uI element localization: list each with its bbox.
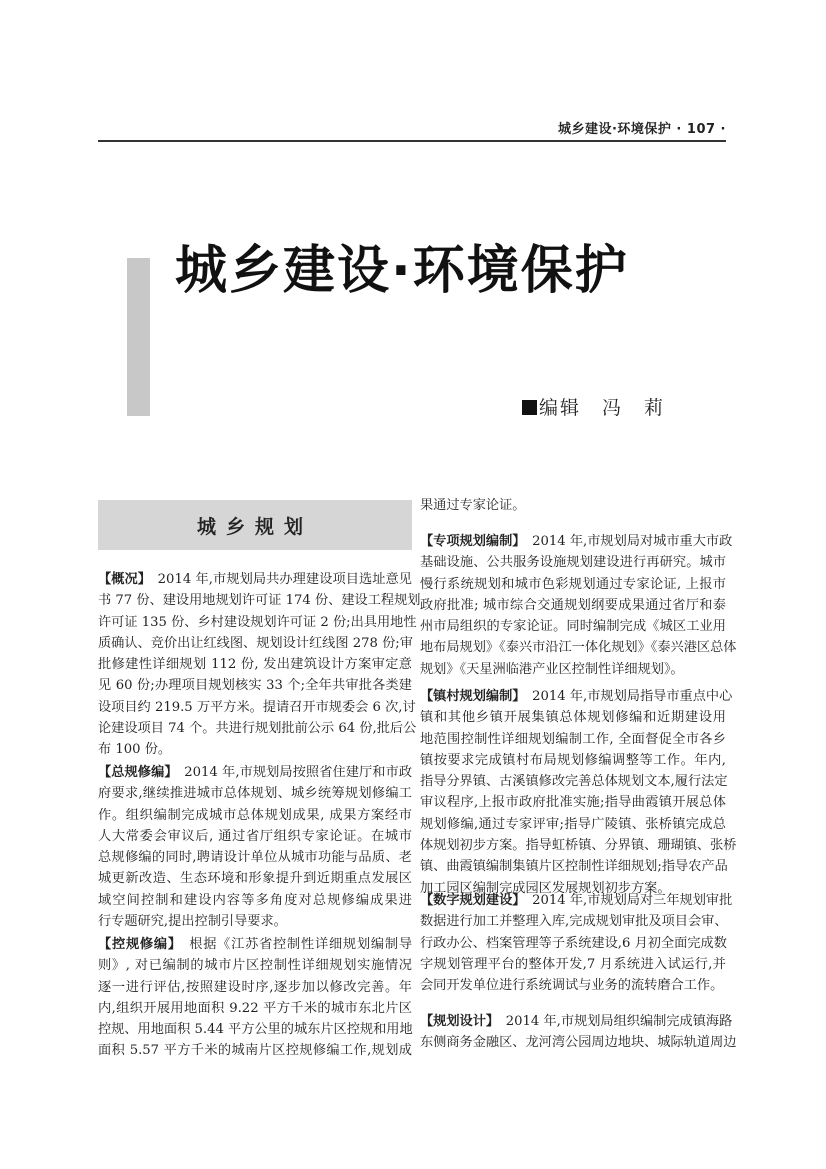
text-line: 镇和其他乡镇开展集镇总体规划修编和近期建设用 bbox=[420, 710, 726, 726]
text-line: 行政办公、档案管理等子系统建设,6 月初全面完成数 bbox=[420, 935, 727, 951]
text-line: 规划修编,通过专家评审;指导广陵镇、张桥镇完成总 bbox=[420, 816, 726, 832]
paragraph bbox=[98, 569, 421, 761]
paragraph bbox=[98, 762, 412, 932]
paragraph bbox=[420, 1011, 737, 1054]
chapter-title: 城乡建设·环境保护 bbox=[175, 241, 629, 301]
text-line: 人大常委会审议后, 通过省厅组织专家论证。在城市 bbox=[98, 828, 412, 844]
text-line: 逐一进行评估,按照建设时序,逐步加以修改完善。年 bbox=[98, 979, 412, 995]
text-line: 【控规修编】 根据《江苏省控制性详细规划编制导 bbox=[98, 937, 413, 952]
text-line: 总规修编的同时,聘请设计单位从城市功能与品质、老 bbox=[98, 850, 412, 866]
paragraph bbox=[98, 934, 412, 1062]
text-line: 地布局规划》《泰兴市沿江一体化规划》《泰兴港区总体 bbox=[420, 640, 737, 656]
editor-name: 编辑 冯 莉 bbox=[539, 397, 666, 419]
running-header: 城乡建设·环境保护 · 107 · bbox=[557, 122, 726, 137]
text-line: 政府批准; 城市综合交通规划纲要成果通过省厅和泰 bbox=[420, 597, 726, 613]
text-line: 【规划设计】 2014 年,市规划局组织编制完成镇海路 bbox=[420, 1014, 733, 1029]
text-line: 批修建性详细规划 112 份, 发出建筑设计方案审定意 bbox=[98, 657, 412, 673]
text-line: 数据进行加工并整理入库,完成规划审批及项目会审、 bbox=[420, 914, 728, 930]
paragraph-heading: 【镇村规划编制】 bbox=[420, 689, 533, 704]
paragraph-heading: 【数字规划建设】 bbox=[420, 893, 533, 908]
square-bullet-icon bbox=[522, 400, 537, 415]
text-line: 审议程序,上报市政府批准实施;指导曲霞镇开展总体 bbox=[420, 795, 726, 811]
paragraph-heading: 【总规修编】 bbox=[98, 765, 185, 780]
text-line: 控规、用地面积 5.44 平方公里的城东片区控规和用地 bbox=[98, 1022, 413, 1038]
text-line: 书 77 份、建设用地规划许可证 174 份、建设工程规划 bbox=[98, 593, 421, 609]
paragraph bbox=[420, 890, 733, 996]
decorative-bar bbox=[127, 258, 150, 416]
paragraph bbox=[420, 531, 737, 680]
text-line: 设项目约 219.5 万平方米。提请召开市规委会 6 次,讨 bbox=[98, 699, 416, 715]
paragraph-heading: 【规划设计】 bbox=[420, 1014, 506, 1029]
text-line: 布 100 份。 bbox=[98, 742, 172, 758]
paragraph-heading: 【控规修编】 bbox=[98, 937, 189, 952]
text-line: 域空间控制和建设内容等多角度对总规修编成果进 bbox=[98, 892, 412, 908]
text-line: 会同开发单位进行系统调试与业务的流转磨合工作。 bbox=[420, 978, 724, 994]
text-line: 镇按要求完成镇村布局规划修编调整等工作。年内, bbox=[420, 752, 726, 768]
text-line: 镇、曲霞镇编制集镇片区控制性详细规划;指导农产品 bbox=[420, 859, 728, 875]
section-heading: 城乡规划 bbox=[98, 500, 412, 550]
text-line: 州市局组织的专家论证。同时编制完成《城区工业用 bbox=[420, 619, 726, 635]
text-line: 字规划管理平台的整体开发,7 月系统进入试运行,并 bbox=[420, 956, 726, 972]
text-line: 面积 5.57 平方千米的城南片区控规修编工作,规划成 bbox=[98, 1043, 412, 1059]
text-line: 基础设施、公共服务设施规划建设进行再研究。城市 bbox=[420, 555, 726, 571]
text-line: 许可证 135 份、乡村建设规划许可证 2 份;出具用地性 bbox=[98, 614, 417, 630]
text-line: 【镇村规划编制】 2014 年,市规划局指导市重点中心 bbox=[420, 689, 733, 704]
paragraph-heading: 【概况】 bbox=[98, 572, 158, 587]
text-line: 规划》《天星洲临港产业区控制性详细规划》。 bbox=[420, 661, 684, 677]
text-line: 慢行系统规划和城市色彩规划通过专家论证, 上报市 bbox=[420, 576, 726, 592]
text-line: 指导分界镇、古溪镇修改完善总体规划文本,履行法定 bbox=[420, 774, 728, 790]
text-line: 果通过专家论证。 bbox=[420, 498, 526, 513]
text-line: 行专题研究,提出控制引导要求。 bbox=[98, 914, 287, 930]
text-line: 作。组织编制完成城市总体规划成果, 成果方案经市 bbox=[98, 807, 412, 823]
text-line: 城更新改造、生态环境和形象提升到近期重点发展区 bbox=[98, 871, 412, 887]
text-line: 内,组织开展用地面积 9.22 平方千米的城市东北片区 bbox=[98, 1000, 412, 1016]
paragraph bbox=[420, 686, 737, 899]
text-line: 【概况】 2014 年,市规划局共办理建设项目选址意见 bbox=[98, 572, 412, 587]
text-line: 地范围控制性详细规划编制工作, 全面督促全市各乡 bbox=[420, 731, 726, 747]
paragraph-heading: 【专项规划编制】 bbox=[420, 534, 533, 549]
text-line: 论建设项目 74 个。共进行规划批前公示 64 份,批后公 bbox=[98, 721, 417, 737]
text-line: 则》, 对已编制的城市片区控制性详细规划实施情况 bbox=[98, 958, 412, 974]
text-line: 【总规修编】 2014 年,市规划局按照省住建厅和市政 bbox=[98, 765, 413, 780]
text-line: 体规划初步方案。指导虹桥镇、分界镇、珊瑚镇、张桥 bbox=[420, 838, 737, 854]
text-line: 质确认、竞价出让红线图、规划设计红线图 278 份;审 bbox=[98, 635, 413, 651]
text-line: 加工园区编制完成园区发展规划初步方案。 bbox=[420, 880, 671, 896]
text-line: 【专项规划编制】 2014 年,市规划局对城市重大市政 bbox=[420, 534, 733, 549]
text-line: 【数字规划建设】 2014 年,市规划局对三年规划审批 bbox=[420, 893, 733, 908]
header-rule bbox=[98, 140, 726, 142]
text-line: 府要求,继续推进城市总体规划、城乡统筹规划修编工 bbox=[98, 786, 412, 802]
text-line: 东侧商务金融区、龙河湾公园周边地块、城际轨道周边 bbox=[420, 1035, 737, 1051]
text-line: 见 60 份;办理项目规划核实 33 个;全年共审批各类建 bbox=[98, 678, 412, 694]
editor-credit bbox=[522, 393, 665, 420]
paragraph bbox=[420, 495, 726, 516]
